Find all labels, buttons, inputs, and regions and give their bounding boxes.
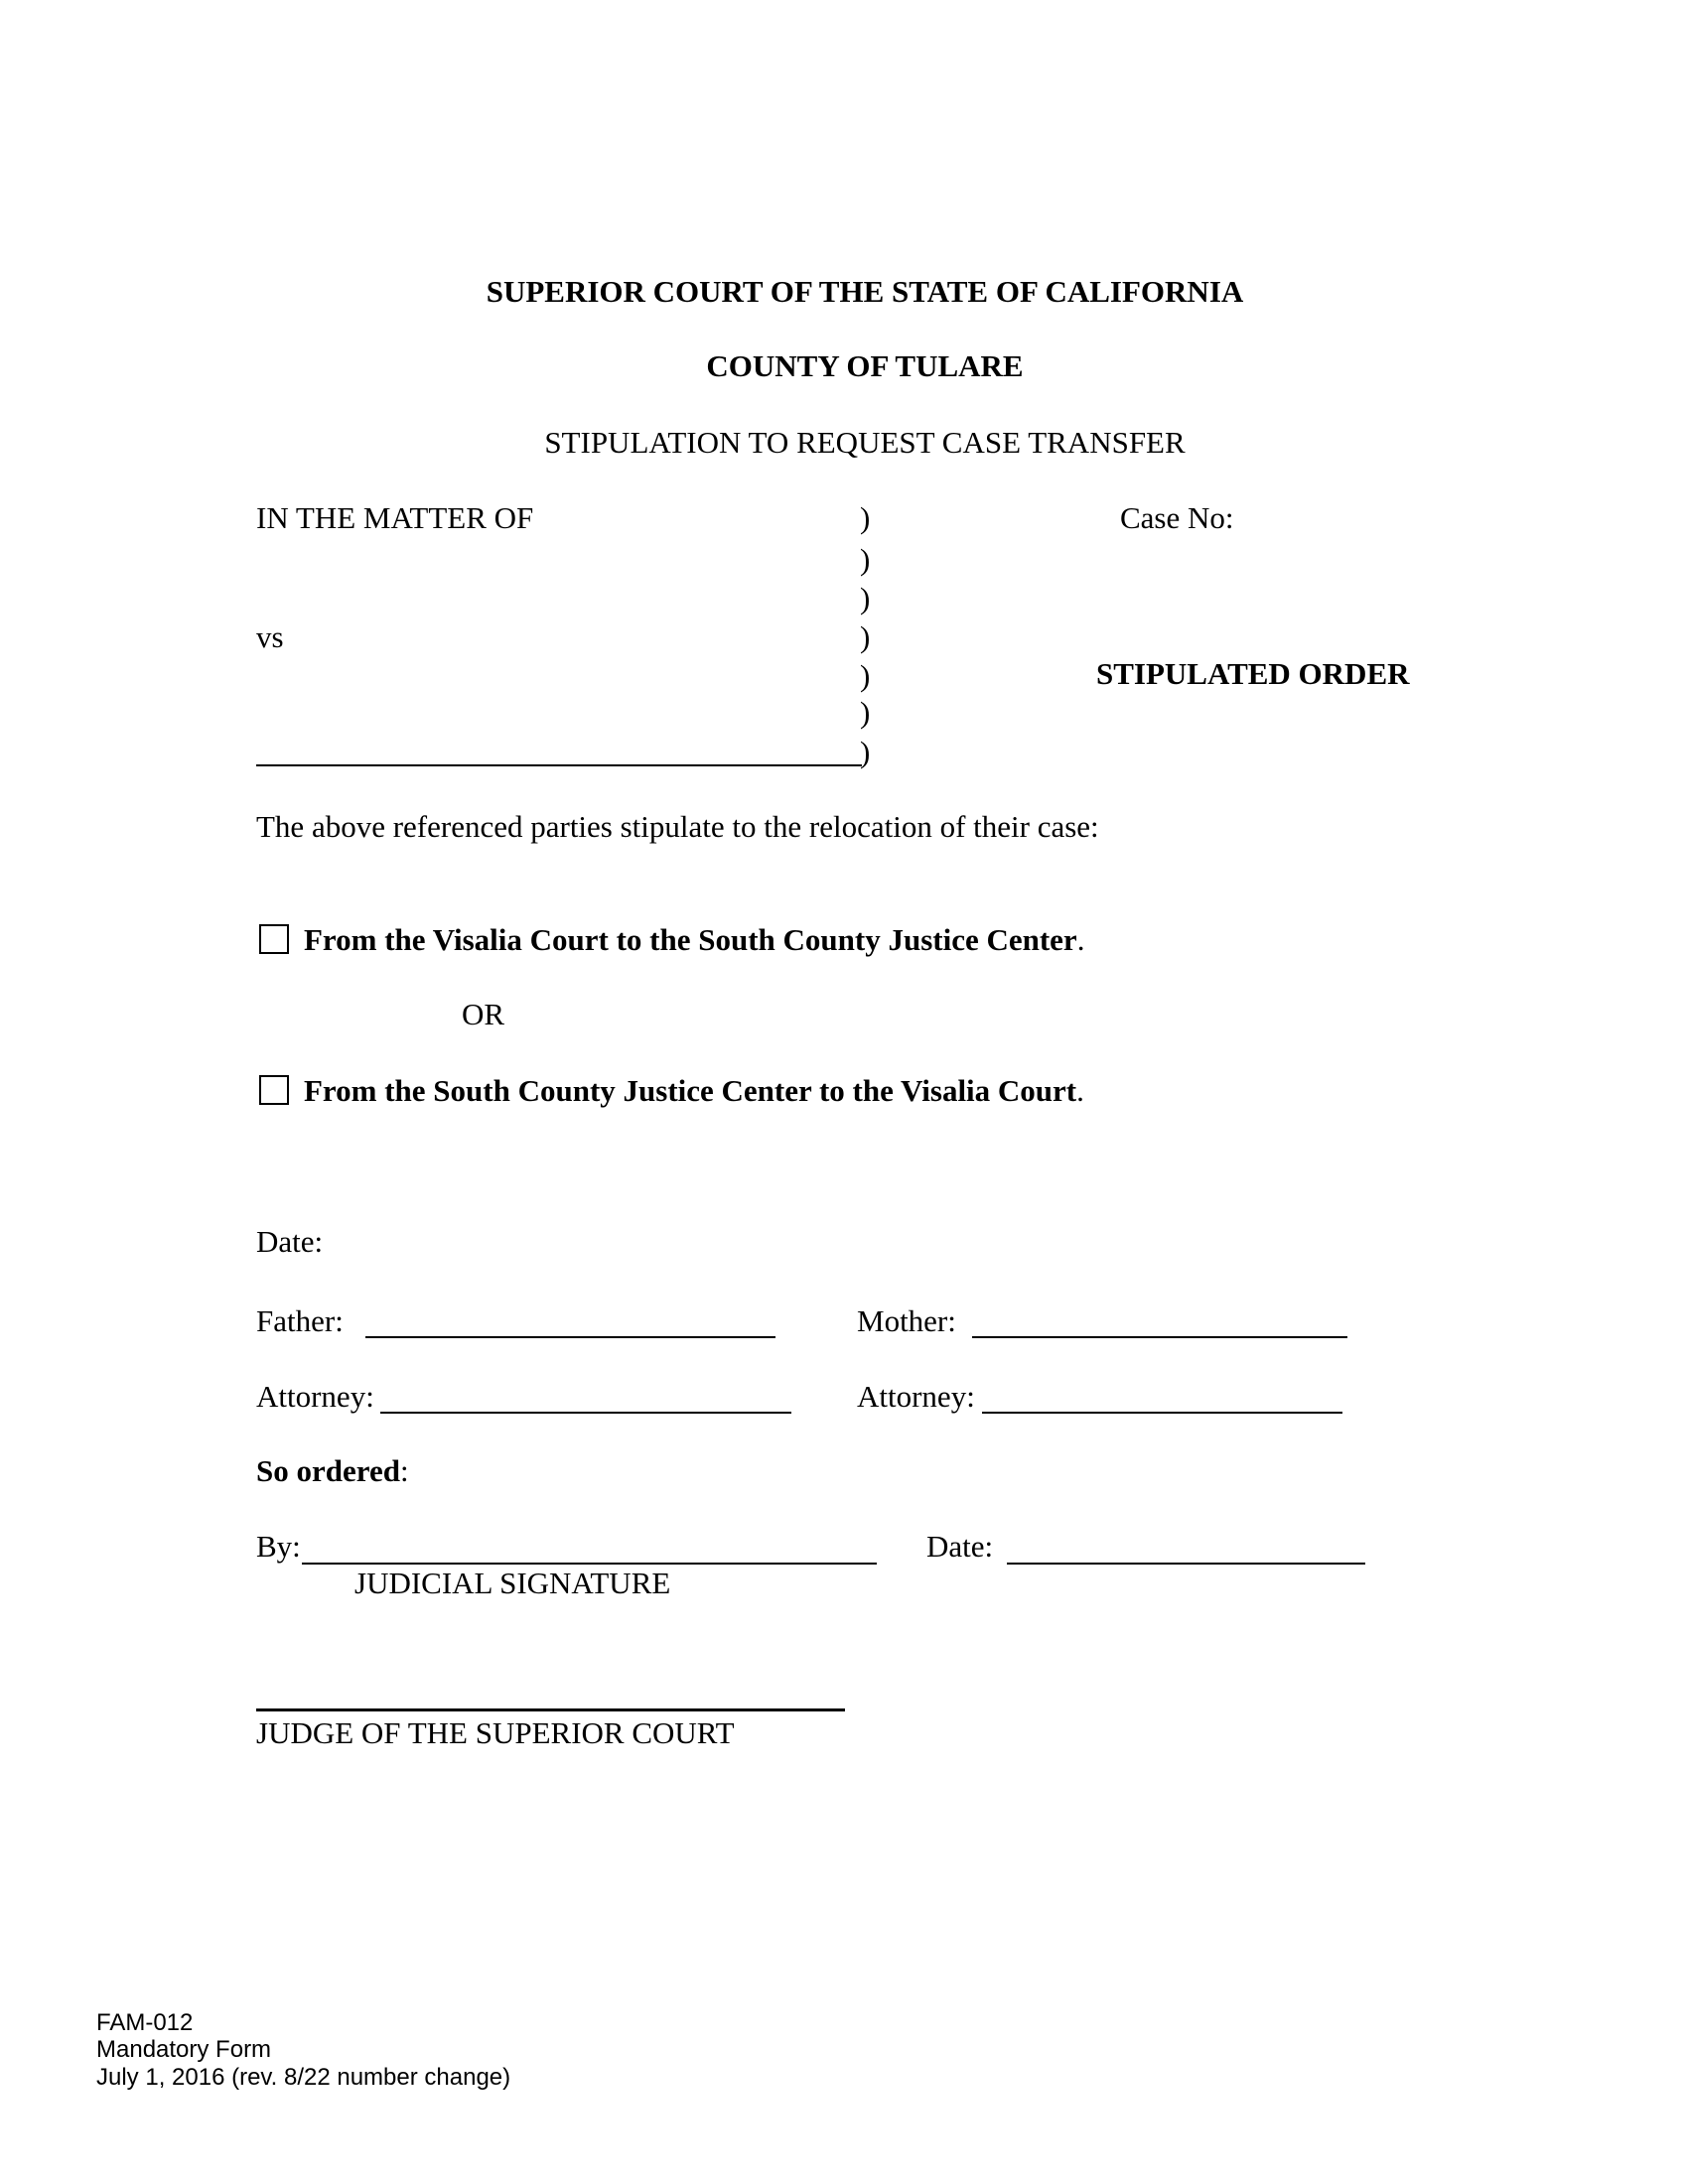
form-number: FAM-012 (96, 2009, 194, 2036)
judicial-signature-line[interactable] (302, 1563, 877, 1565)
option2-text: From the South County Justice Center to the Visalia Court (304, 1073, 1077, 1108)
matter-label: IN THE MATTER OF (256, 500, 534, 535)
paren: ) (860, 619, 871, 654)
option2-checkbox[interactable] (259, 1075, 289, 1105)
order-date-label: Date: (926, 1529, 994, 1564)
period: . (1076, 1073, 1084, 1108)
vs-label: vs (256, 619, 284, 654)
option1-text: From the Visalia Court to the South County Justice Center (304, 922, 1077, 957)
mother-attorney-line[interactable] (982, 1412, 1342, 1414)
judicial-signature-label: JUDICIAL SIGNATURE (354, 1566, 671, 1600)
colon: : (399, 1453, 409, 1488)
county-title: COUNTY OF TULARE (706, 348, 1024, 383)
option2-label (304, 1073, 1084, 1109)
stipulated-order-title: STIPULATED ORDER (1096, 656, 1410, 691)
paren: ) (860, 500, 871, 535)
mother-label: Mother: (857, 1303, 956, 1338)
paren: ) (860, 735, 871, 769)
by-label: By: (256, 1529, 301, 1564)
or-label: OR (462, 997, 505, 1031)
judge-label: JUDGE OF THE SUPERIOR COURT (256, 1715, 735, 1750)
order-date-line[interactable] (1007, 1563, 1365, 1565)
form-type: Mandatory Form (96, 2036, 272, 2063)
so-ordered-label (256, 1453, 409, 1489)
father-label: Father: (256, 1303, 344, 1338)
so-ordered-text: So ordered (256, 1453, 400, 1488)
paren: ) (860, 581, 871, 615)
mother-signature-line[interactable] (972, 1336, 1347, 1338)
paren: ) (860, 695, 871, 730)
father-signature-line[interactable] (365, 1336, 775, 1338)
party-name-line[interactable] (256, 764, 862, 766)
mother-attorney-label: Attorney: (857, 1379, 975, 1414)
option1-checkbox[interactable] (259, 924, 289, 954)
father-attorney-line[interactable] (380, 1412, 791, 1414)
case-number-label: Case No: (1120, 500, 1234, 535)
date-label: Date: (256, 1224, 324, 1259)
option1-label (304, 922, 1084, 958)
court-title: SUPERIOR COURT OF THE STATE OF CALIFORNIA (486, 274, 1244, 309)
form-revision: July 1, 2016 (rev. 8/22 number change) (96, 2064, 511, 2091)
intro-text: The above referenced parties stipulate to the relocation of their case: (256, 809, 1099, 844)
paren: ) (860, 542, 871, 577)
paren: ) (860, 658, 871, 693)
form-title: STIPULATION TO REQUEST CASE TRANSFER (544, 425, 1186, 460)
father-attorney-label: Attorney: (256, 1379, 374, 1414)
judge-name-line[interactable] (256, 1708, 845, 1711)
period: . (1076, 922, 1085, 957)
